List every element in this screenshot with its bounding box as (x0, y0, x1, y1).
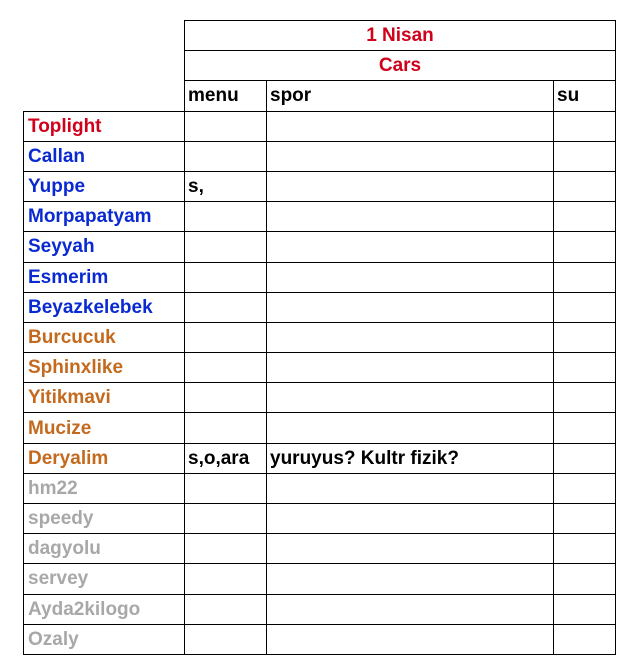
column-header-spor[interactable]: spor (267, 81, 554, 111)
spor-cell[interactable] (267, 322, 554, 352)
su-cell[interactable] (554, 473, 616, 503)
member-name-cell[interactable]: Burcucuk (24, 322, 185, 352)
corner-blank-cell (24, 51, 185, 81)
menu-cell[interactable]: s, (185, 171, 267, 201)
menu-cell[interactable] (185, 413, 267, 443)
spor-cell[interactable] (267, 141, 554, 171)
spor-cell[interactable] (267, 232, 554, 262)
spor-cell[interactable] (267, 202, 554, 232)
su-cell[interactable] (554, 564, 616, 594)
menu-cell[interactable] (185, 202, 267, 232)
spor-cell[interactable] (267, 473, 554, 503)
table-row (24, 232, 616, 262)
menu-cell[interactable] (185, 383, 267, 413)
spor-cell[interactable] (267, 292, 554, 322)
table-row (24, 383, 616, 413)
menu-cell[interactable] (185, 534, 267, 564)
menu-cell[interactable]: s,o,ara (185, 443, 267, 473)
member-name-cell[interactable]: Yuppe (24, 171, 185, 201)
su-cell[interactable] (554, 202, 616, 232)
table-row (24, 534, 616, 564)
su-cell[interactable] (554, 624, 616, 654)
menu-cell[interactable] (185, 564, 267, 594)
menu-cell[interactable] (185, 111, 267, 141)
su-cell[interactable] (554, 353, 616, 383)
table-row (24, 202, 616, 232)
table-row (24, 353, 616, 383)
spor-cell[interactable] (267, 504, 554, 534)
menu-cell[interactable] (185, 594, 267, 624)
member-name-cell[interactable]: Toplight (24, 111, 185, 141)
member-name-cell[interactable]: Yitikmavi (24, 383, 185, 413)
su-cell[interactable] (554, 443, 616, 473)
member-name-cell[interactable]: Morpapatyam (24, 202, 185, 232)
menu-cell[interactable] (185, 473, 267, 503)
spor-cell[interactable] (267, 534, 554, 564)
su-cell[interactable] (554, 534, 616, 564)
su-cell[interactable] (554, 413, 616, 443)
menu-cell[interactable] (185, 292, 267, 322)
member-name-cell[interactable]: servey (24, 564, 185, 594)
table-row (24, 111, 616, 141)
member-name-cell[interactable]: Seyyah (24, 232, 185, 262)
su-cell[interactable] (554, 322, 616, 352)
table-row (24, 594, 616, 624)
table-row (24, 564, 616, 594)
spor-cell[interactable]: yuruyus? Kultr fizik? (267, 443, 554, 473)
header-row-day (24, 51, 616, 81)
menu-cell[interactable] (185, 141, 267, 171)
spor-cell[interactable] (267, 111, 554, 141)
spor-cell[interactable] (267, 594, 554, 624)
table-row (24, 262, 616, 292)
member-name-cell[interactable]: Ozaly (24, 624, 185, 654)
spor-cell[interactable] (267, 262, 554, 292)
tracking-table (23, 20, 616, 655)
table-row (24, 322, 616, 352)
member-name-cell[interactable]: Deryalim (24, 443, 185, 473)
su-cell[interactable] (554, 111, 616, 141)
table-row (24, 141, 616, 171)
table-row (24, 413, 616, 443)
member-name-cell[interactable]: Esmerim (24, 262, 185, 292)
member-name-cell[interactable]: dagyolu (24, 534, 185, 564)
member-name-cell[interactable]: speedy (24, 504, 185, 534)
menu-cell[interactable] (185, 262, 267, 292)
spor-cell[interactable] (267, 564, 554, 594)
menu-cell[interactable] (185, 232, 267, 262)
day-header[interactable]: Cars (185, 51, 616, 81)
spor-cell[interactable] (267, 353, 554, 383)
table-row (24, 504, 616, 534)
header-row-date (24, 21, 616, 51)
table-row (24, 292, 616, 322)
corner-blank-cell (24, 81, 185, 111)
member-name-cell[interactable]: Sphinxlike (24, 353, 185, 383)
su-cell[interactable] (554, 262, 616, 292)
spor-cell[interactable] (267, 383, 554, 413)
su-cell[interactable] (554, 383, 616, 413)
su-cell[interactable] (554, 292, 616, 322)
su-cell[interactable] (554, 171, 616, 201)
table-row (24, 171, 616, 201)
date-header[interactable]: 1 Nisan (185, 21, 616, 51)
table-row (24, 473, 616, 503)
member-name-cell[interactable]: Beyazkelebek (24, 292, 185, 322)
member-name-cell[interactable]: Ayda2kilogo (24, 594, 185, 624)
table-row (24, 624, 616, 654)
corner-blank-cell (24, 21, 185, 51)
menu-cell[interactable] (185, 624, 267, 654)
spor-cell[interactable] (267, 413, 554, 443)
su-cell[interactable] (554, 232, 616, 262)
member-name-cell[interactable]: Mucize (24, 413, 185, 443)
column-header-su[interactable]: su (554, 81, 616, 111)
menu-cell[interactable] (185, 504, 267, 534)
member-name-cell[interactable]: Callan (24, 141, 185, 171)
spor-cell[interactable] (267, 624, 554, 654)
member-name-cell[interactable]: hm22 (24, 473, 185, 503)
menu-cell[interactable] (185, 353, 267, 383)
su-cell[interactable] (554, 594, 616, 624)
spor-cell[interactable] (267, 171, 554, 201)
menu-cell[interactable] (185, 322, 267, 352)
su-cell[interactable] (554, 141, 616, 171)
column-header-menu[interactable]: menu (185, 81, 267, 111)
su-cell[interactable] (554, 504, 616, 534)
table-row (24, 443, 616, 473)
header-row-columns (24, 81, 616, 111)
